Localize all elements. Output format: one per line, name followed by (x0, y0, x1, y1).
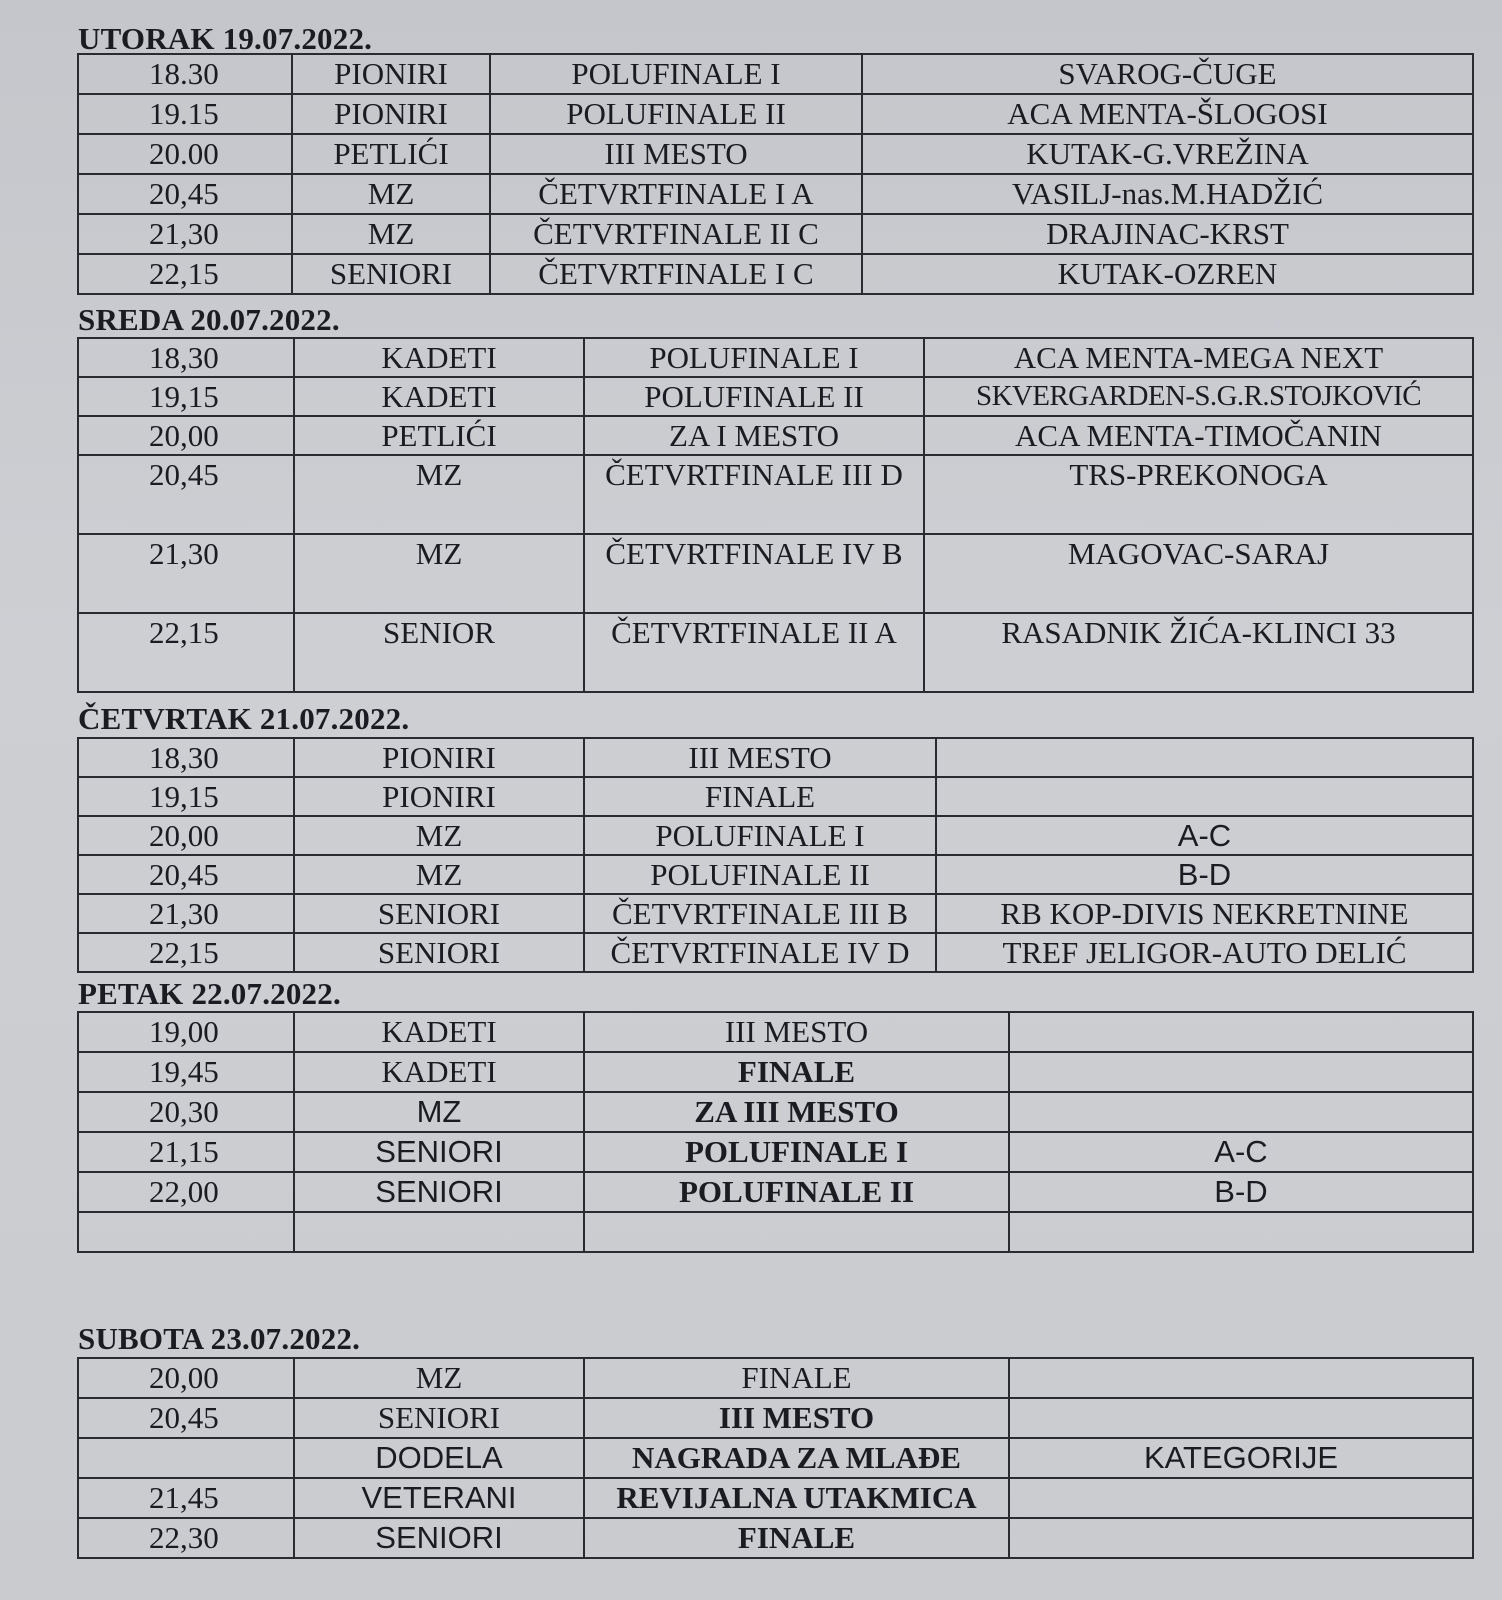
stage-cell: ČETVRTFINALE IV D (584, 933, 936, 972)
time-cell: 21,30 (78, 534, 294, 613)
table-row (78, 1438, 1473, 1478)
category-cell: MZ (294, 816, 584, 855)
time-cell: 20,30 (78, 1092, 294, 1132)
stage-cell: III MESTO (584, 1398, 1009, 1438)
category-cell: SENIORI (294, 1132, 584, 1172)
stage-cell: POLUFINALE I (584, 338, 924, 377)
stage-cell: ZA III MESTO (584, 1092, 1009, 1132)
match-cell: KATEGORIJE (1009, 1438, 1473, 1478)
category-cell: PETLIĆI (294, 416, 584, 455)
category-cell: PETLIĆI (292, 134, 490, 174)
match-cell (936, 777, 1473, 816)
time-cell: 19,45 (78, 1052, 294, 1092)
category-cell: KADETI (294, 377, 584, 416)
time-cell: 20.00 (78, 134, 292, 174)
match-cell (1009, 1518, 1473, 1558)
day-heading-sreda: SREDA 20.07.2022. (78, 302, 340, 337)
table-row (78, 1172, 1473, 1212)
match-cell: ACA MENTA-ŠLOGOSI (862, 94, 1473, 134)
category-cell: KADETI (294, 1052, 584, 1092)
stage-cell: ČETVRTFINALE III D (584, 455, 924, 534)
table-row (78, 254, 1473, 294)
time-cell: 22,15 (78, 933, 294, 972)
table-row (78, 855, 1473, 894)
category-cell: SENIORI (294, 1398, 584, 1438)
schedule-table-cetvrtak (77, 737, 1474, 973)
schedule-table-utorak (77, 53, 1474, 295)
table-row (78, 1092, 1473, 1132)
day-heading-subota: SUBOTA 23.07.2022. (78, 1321, 361, 1356)
category-cell: DODELA (294, 1438, 584, 1478)
stage-cell: REVIJALNA UTAKMICA (584, 1478, 1009, 1518)
stage-cell: FINALE (584, 1358, 1009, 1398)
stage-cell: FINALE (584, 1052, 1009, 1092)
schedule-table-subota (77, 1357, 1474, 1559)
table-row (78, 613, 1473, 692)
stage-cell: ČETVRTFINALE I A (490, 174, 862, 214)
stage-cell: POLUFINALE II (584, 377, 924, 416)
time-cell: 21,30 (78, 894, 294, 933)
category-cell: PIONIRI (294, 777, 584, 816)
stage-cell: POLUFINALE II (584, 1172, 1009, 1212)
match-cell: ACA MENTA-TIMOČANIN (924, 416, 1473, 455)
category-cell: PIONIRI (292, 94, 490, 134)
category-cell: KADETI (294, 338, 584, 377)
table-row (78, 933, 1473, 972)
table-row (78, 777, 1473, 816)
stage-cell: POLUFINALE I (584, 816, 936, 855)
match-cell (1009, 1012, 1473, 1052)
stage-cell: FINALE (584, 777, 936, 816)
match-cell: RASADNIK ŽIĆA-KLINCI 33 (924, 613, 1473, 692)
time-cell: 20,45 (78, 1398, 294, 1438)
match-cell: ACA MENTA-MEGA NEXT (924, 338, 1473, 377)
day-heading-cetvrtak: ČETVRTAK 21.07.2022. (78, 701, 410, 736)
match-cell (936, 738, 1473, 777)
time-cell: 20,00 (78, 1358, 294, 1398)
stage-cell: III MESTO (490, 134, 862, 174)
table-row (78, 214, 1473, 254)
match-cell: TREF JELIGOR-AUTO DELIĆ (936, 933, 1473, 972)
table-row (78, 1398, 1473, 1438)
match-cell (1009, 1212, 1473, 1252)
day-heading-petak: PETAK 22.07.2022. (78, 976, 341, 1011)
match-cell (1009, 1052, 1473, 1092)
time-cell: 18,30 (78, 338, 294, 377)
match-cell: SKVERGARDEN-S.G.R.STOJKOVIĆ (924, 377, 1473, 416)
match-cell: SVAROG-ČUGE (862, 54, 1473, 94)
table-row (78, 54, 1473, 94)
category-cell: MZ (292, 174, 490, 214)
table-row (78, 894, 1473, 933)
time-cell: 19.15 (78, 94, 292, 134)
time-cell: 20,45 (78, 174, 292, 214)
category-cell: SENIORI (294, 894, 584, 933)
time-cell: 18.30 (78, 54, 292, 94)
time-cell: 19,15 (78, 777, 294, 816)
time-cell: 22,30 (78, 1518, 294, 1558)
match-cell: MAGOVAC-SARAJ (924, 534, 1473, 613)
category-cell: SENIOR (294, 613, 584, 692)
schedule-table-petak (77, 1011, 1474, 1253)
time-cell: 21,15 (78, 1132, 294, 1172)
table-row (78, 94, 1473, 134)
schedule-table-sreda (77, 337, 1474, 693)
table-row (78, 377, 1473, 416)
match-cell: KUTAK-OZREN (862, 254, 1473, 294)
match-cell: B-D (936, 855, 1473, 894)
stage-cell: POLUFINALE II (584, 855, 936, 894)
table-row (78, 816, 1473, 855)
match-cell: VASILJ-nas.M.HADŽIĆ (862, 174, 1473, 214)
time-cell: 20,00 (78, 816, 294, 855)
stage-cell: POLUFINALE II (490, 94, 862, 134)
stage-cell: FINALE (584, 1518, 1009, 1558)
match-cell: A-C (1009, 1132, 1473, 1172)
stage-cell: ČETVRTFINALE I C (490, 254, 862, 294)
match-cell: KUTAK-G.VREŽINA (862, 134, 1473, 174)
category-cell: SENIORI (294, 1172, 584, 1212)
category-cell: VETERANI (294, 1478, 584, 1518)
category-cell: MZ (292, 214, 490, 254)
match-cell (1009, 1398, 1473, 1438)
time-cell: 21,45 (78, 1478, 294, 1518)
stage-cell: III MESTO (584, 1012, 1009, 1052)
table-row (78, 1212, 1473, 1252)
time-cell: 19,00 (78, 1012, 294, 1052)
table-row (78, 1518, 1473, 1558)
table-row (78, 534, 1473, 613)
stage-cell: POLUFINALE I (584, 1132, 1009, 1172)
match-cell (1009, 1478, 1473, 1518)
time-cell: 22,15 (78, 613, 294, 692)
match-cell (1009, 1358, 1473, 1398)
table-row (78, 1478, 1473, 1518)
table-row (78, 455, 1473, 534)
stage-cell (584, 1212, 1009, 1252)
stage-cell: ČETVRTFINALE II C (490, 214, 862, 254)
table-row (78, 1052, 1473, 1092)
stage-cell: ČETVRTFINALE IV B (584, 534, 924, 613)
time-cell: 20,45 (78, 455, 294, 534)
time-cell: 20,45 (78, 855, 294, 894)
time-cell: 20,00 (78, 416, 294, 455)
stage-cell: ČETVRTFINALE II A (584, 613, 924, 692)
stage-cell: ZA I MESTO (584, 416, 924, 455)
day-heading-utorak: UTORAK 19.07.2022. (78, 21, 373, 56)
category-cell: PIONIRI (294, 738, 584, 777)
table-row (78, 134, 1473, 174)
time-cell: 22,15 (78, 254, 292, 294)
time-cell (78, 1212, 294, 1252)
category-cell: KADETI (294, 1012, 584, 1052)
stage-cell: ČETVRTFINALE III B (584, 894, 936, 933)
category-cell: SENIORI (294, 933, 584, 972)
category-cell: MZ (294, 455, 584, 534)
table-row (78, 174, 1473, 214)
category-cell: MZ (294, 1092, 584, 1132)
match-cell (1009, 1092, 1473, 1132)
table-row (78, 738, 1473, 777)
time-cell (78, 1438, 294, 1478)
time-cell: 21,30 (78, 214, 292, 254)
table-row (78, 1132, 1473, 1172)
table-row (78, 416, 1473, 455)
table-row (78, 1012, 1473, 1052)
category-cell: MZ (294, 534, 584, 613)
time-cell: 18,30 (78, 738, 294, 777)
match-cell: RB KOP-DIVIS NEKRETNINE (936, 894, 1473, 933)
time-cell: 19,15 (78, 377, 294, 416)
category-cell (294, 1212, 584, 1252)
category-cell: MZ (294, 855, 584, 894)
match-cell: B-D (1009, 1172, 1473, 1212)
match-cell: A-C (936, 816, 1473, 855)
category-cell: SENIORI (292, 254, 490, 294)
match-cell: TRS-PREKONOGA (924, 455, 1473, 534)
stage-cell: III MESTO (584, 738, 936, 777)
table-row (78, 1358, 1473, 1398)
stage-cell: POLUFINALE I (490, 54, 862, 94)
category-cell: SENIORI (294, 1518, 584, 1558)
time-cell: 22,00 (78, 1172, 294, 1212)
category-cell: PIONIRI (292, 54, 490, 94)
category-cell: MZ (294, 1358, 584, 1398)
stage-cell: NAGRADA ZA MLAĐE (584, 1438, 1009, 1478)
match-cell: DRAJINAC-KRST (862, 214, 1473, 254)
table-row (78, 338, 1473, 377)
